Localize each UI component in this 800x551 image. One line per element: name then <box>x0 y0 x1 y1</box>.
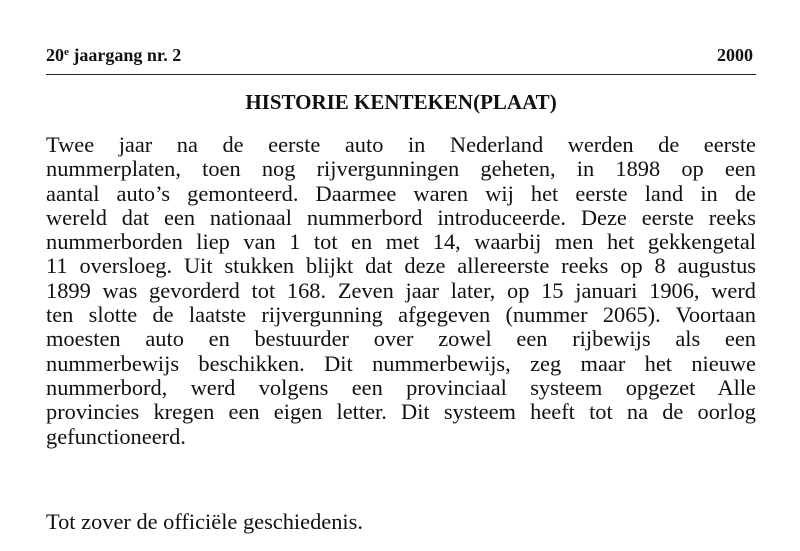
paragraph-line: nummerbord, werd volgens een provinciaal systeem opgezet Alle <box>46 374 756 400</box>
paragraph-line: aantal auto’s gemonteerd. Daarmee waren wij het eerste land in de <box>46 180 756 206</box>
volume-number: 20 <box>46 45 64 65</box>
closing-sentence: Tot zover de officiële geschiedenis. <box>46 509 363 534</box>
volume-ordinal-superscript: e <box>64 46 69 58</box>
paragraph-line: wereld dat een nationaal nummerbord introduceerde. Deze eerste reeks <box>46 204 756 230</box>
paragraph-line: 1899 was gevorderd tot 168. Zeven jaar later, op 15 januari 1906, werd <box>46 277 756 303</box>
paragraph-line-last: gefunctioneerd. <box>46 423 186 449</box>
paragraph-line: moesten auto en bestuurder over zowel een rijbewijs als een <box>46 326 756 352</box>
paragraph-line: Twee jaar na de eerste auto in Nederland werden de eerste <box>46 132 756 157</box>
paragraph-line: nummerborden liep van 1 tot en met 14, waarbij men het gekkengetal <box>46 229 756 255</box>
paragraph-line: 11 oversloeg. Uit stukken blijkt dat deze allereerste reeks op 8 augustus <box>46 253 756 279</box>
article-title: HISTORIE KENTEKEN(PLAAT) <box>245 90 557 114</box>
publication-year: 2000 <box>717 45 753 65</box>
paragraph-line: provincies kregen een eigen letter. Dit systeem heeft tot na de oorlog <box>46 399 756 425</box>
paragraph-line: nummerbewijs beschikken. Dit nummerbewijs, zeg maar het nieuwe <box>46 350 756 376</box>
paragraph-line: nummerplaten, toen nog rijvergunningen geheten, in 1898 op een <box>46 156 756 182</box>
header-divider <box>46 74 756 75</box>
paragraph-line: ten slotte de laatste rijvergunning afgegeven (nummer 2065). Voortaan <box>46 302 756 328</box>
article-paragraph <box>46 133 756 449</box>
volume-issue-label <box>46 44 181 66</box>
volume-issue-text: jaargang nr. 2 <box>68 45 182 65</box>
